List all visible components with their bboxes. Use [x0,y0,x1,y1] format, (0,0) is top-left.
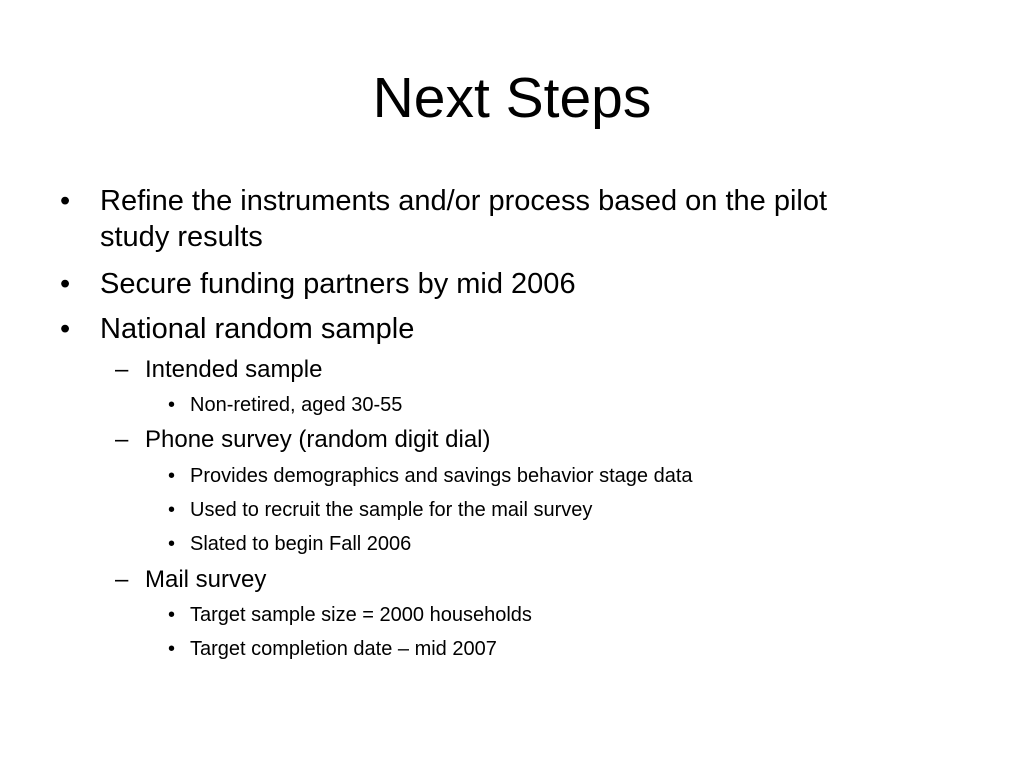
bullet-item [60,311,415,347]
sub-bullet-text: Phone survey (random digit dial) [145,426,491,453]
sub-sub-bullet-item [168,497,593,523]
bullet-marker: • [60,268,71,300]
bullet-item [60,183,828,255]
sub-sub-bullet-item [168,531,412,557]
sub-sub-bullet-item [168,392,403,418]
sub-sub-bullet-item [168,636,497,662]
sub-sub-bullet-text: Provides demographics and savings behavior stage data [190,465,693,487]
bullet-text-line: Secure funding partners by mid 2006 [100,268,576,300]
sub-bullet-text: Mail survey [145,566,267,593]
slide-title: Next Steps [372,66,652,130]
sub-sub-bullet-item [168,602,532,628]
sub-sub-bullet-text: Target sample size = 2000 households [190,604,532,626]
dash-marker: – [115,426,129,453]
sub-sub-bullet-text: Slated to begin Fall 2006 [190,533,412,555]
bullet-marker: • [168,465,176,487]
sub-sub-bullet-text: Non-retired, aged 30-55 [190,394,403,416]
bullet-text-line: Refine the instruments and/or process based on the pilot [100,185,828,217]
bullet-marker: • [168,638,176,660]
bullet-text-line: National random sample [100,313,415,345]
bullet-text-line: study results [100,221,263,253]
sub-bullet-item [115,355,323,385]
dash-marker: – [115,356,129,383]
bullet-item [60,266,576,302]
sub-bullet-text: Intended sample [145,356,323,383]
sub-sub-bullet-text: Used to recruit the sample for the mail survey [190,499,593,521]
bullet-marker: • [60,313,71,345]
sub-sub-bullet-text: Target completion date – mid 2007 [190,638,497,660]
bullet-marker: • [168,394,176,416]
sub-bullet-item [115,565,267,595]
sub-bullet-item [115,425,491,455]
bullet-marker: • [168,533,176,555]
bullet-marker: • [60,185,71,217]
dash-marker: – [115,566,129,593]
bullet-marker: • [168,499,176,521]
bullet-marker: • [168,604,176,626]
sub-sub-bullet-item [168,463,693,489]
